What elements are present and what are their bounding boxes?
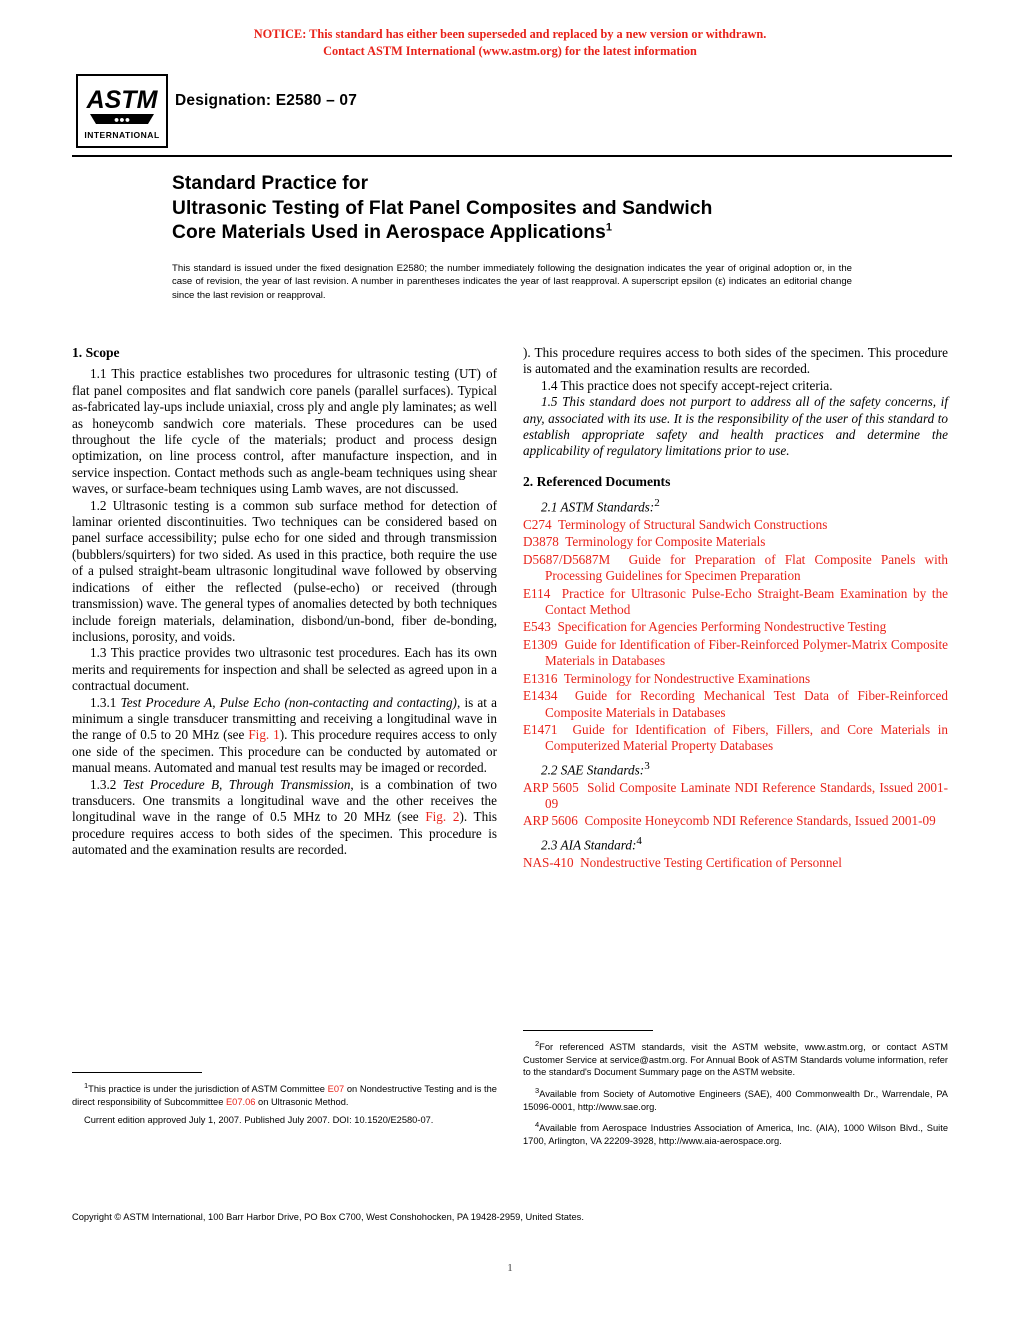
paragraph-1-3-2-number: 1.3.2 <box>90 776 117 792</box>
reference-item[interactable]: E114 Practice for Ultrasonic Pulse-Echo Straight-Beam Examination by the Contact Method <box>523 585 949 618</box>
notice-line-2: Contact ASTM International (www.astm.org) for the latest information <box>323 44 697 58</box>
subcommittee-e0706-link[interactable]: E07.06 <box>225 1096 256 1107</box>
reference-item[interactable]: E1434 Guide for Recording Mechanical Test Data of Fiber-Reinforced Composite Materials in Databases <box>523 688 948 720</box>
subsection-aia-standard: 2.3 AIA Standard:$^4$ <box>541 834 642 853</box>
title-line-1: Standard Practice for <box>172 173 369 194</box>
footnote-1: $^1$This practice is under the jurisdiction of ASTM Committee E07 on Nondestructive Testing and is the direct responsibility of Subcommittee E07.06 on Ultrasonic Method. <box>72 1081 497 1107</box>
reference-item[interactable]: ARP 5605 Solid Composite Laminate NDI Reference Standards, Issued 2001-09 <box>523 779 948 811</box>
withdrawn-notice <box>70 26 950 60</box>
paragraph-1-3-1-text-b: ). This procedure requires access to only one side of the specimen. This procedure can be conducted by automated or manual means. Automated and manual test results may be imaged or recorded. <box>72 727 498 776</box>
footnote-4: $^4$Available from Aerospace Industries Association of America, Inc. (AIA), 1000 Wilson Blvd., Suite 1700, Arlington, VA 22209-3928, http://www.aia-aerospace.org. <box>523 1120 948 1146</box>
right-column <box>523 345 948 871</box>
title-line-2: Ultrasonic Testing of Flat Panel Composites and Sandwich <box>172 197 713 219</box>
reference-item[interactable]: E1471 Guide for Identification of Fibers, Fillers, and Core Materials in Computerized Material Property Databases <box>523 721 948 754</box>
paragraph-1-3-2 <box>72 777 497 859</box>
document-header <box>72 72 952 150</box>
svg-text:INTERNATIONAL: INTERNATIONAL <box>84 130 160 140</box>
footnote-3: $^3$Available from Society of Automotive Engineers (SAE), 400 Commonwealth Dr., Warrendale, PA 15096-0001, http://www.sae.org. <box>523 1085 948 1112</box>
reference-item[interactable]: E1309 Guide for Identification of Fiber-Reinforced Polymer-Matrix Composite Materials in Databases <box>523 636 949 669</box>
paragraph-1-3-2-continued: ). This procedure requires access to both sides of the specimen. This procedure is automated and the examination results are recorded. <box>523 345 948 377</box>
footnote-current-edition: Current edition approved July 1, 2007. Published July 2007. DOI: 10.1520/E2580-07. <box>84 1115 434 1126</box>
reference-item[interactable]: D3878 Terminology for Composite Materials <box>523 534 766 550</box>
subsection-astm-standards: 2.1 ASTM Standards:$^2$ <box>541 497 660 515</box>
reference-item[interactable]: E1316 Terminology for Nondestructive Examinations <box>523 670 811 686</box>
issued-note: This standard is issued under the fixed designation E2580; the number immediately following the designation indicates the year of original adoption or, in the case of revision, the year of last revision. A number in parentheses indicates the year of last reapproval. A superscript epsilon (ε) indicates an editorial change since the last revision or reapproval. <box>172 262 852 301</box>
reference-item[interactable]: E543 Specification for Agencies Performing Nondestructive Testing <box>523 619 887 635</box>
subsection-sae-standards: 2.2 SAE Standards:$^3$ <box>541 759 650 778</box>
header-divider <box>72 155 952 157</box>
section-heading-scope: 1. Scope <box>72 345 120 360</box>
reference-item[interactable]: C274 Terminology of Structural Sandwich Constructions <box>523 517 828 533</box>
footnote-divider-left <box>72 1072 202 1073</box>
title-line-3: Core Materials Used in Aerospace Applications$^1$ <box>172 221 613 243</box>
reference-item[interactable]: NAS-410 Nondestructive Testing Certification of Personnel <box>523 854 842 870</box>
svg-text:ASTM: ASTM <box>86 86 158 114</box>
title-footnote-marker: 1 <box>605 221 613 234</box>
notice-line-1: NOTICE: This standard has either been superseded and replaced by a new version or withdrawn. <box>253 27 767 41</box>
left-column <box>72 345 497 859</box>
title-block <box>172 172 952 302</box>
footnote-2: $^2$For referenced ASTM standards, visit the ASTM website, www.astm.org, or contact ASTM Customer Service at service@astm.org. For Annual Book of ASTM Standards volume information, refer to the standard's Document Summary page on the ASTM website. <box>523 1039 948 1078</box>
paragraph-1-4: 1.4 This practice does not specify accept-reject criteria. <box>541 377 833 393</box>
reference-item[interactable]: D5687/D5687M Guide for Preparation of Flat Composite Panels with Processing Guidelines for Specimen Preparation <box>523 551 948 584</box>
reference-item[interactable]: ARP 5606 Composite Honeycomb NDI Reference Standards, Issued 2001-09 <box>523 813 936 829</box>
section-heading-referenced-documents: 2. Referenced Documents <box>523 473 671 489</box>
paragraph-1-3-1-number: 1.3.1 <box>90 694 117 710</box>
paragraph-1-2: 1.2 Ultrasonic testing is a common sub surface method for detection of laminar oriented discontinuities. Two techniques can be considered based on panel surface accessibility; pulse echo for one sided and through transmission (bubblers/squirters) for two sided. As used in this practice, both require the use of a pulsed straight-beam ultrasonic longitudinal wave followed by observing indications of either the reflected (pulse-echo) or received (through transmission) wave. The general types of anomalies detected by both techniques include foreign materials, delamination, disbond/un-bond, fiber de-bonding, inclusions, porosity, and voids. <box>72 497 497 644</box>
designation-label: Designation: E2580 – 07 <box>175 92 358 109</box>
figure-2-link[interactable]: Fig. 2 <box>425 809 460 825</box>
paragraph-1-1: 1.1 This practice establishes two procedures for ultrasonic testing (UT) of flat panel composites and flat sandwich core panels (parallel surfaces). Typical as-fabricated lay-ups include uniaxial, cross ply and angle ply laminates; as well as honeycomb sandwich core materials. These procedures can be used throughout the life cycle of the materials; product and process design optimization, on line process control, after manufacture inspection, and in service inspection. Contact methods such as angle-beam techniques using shear waves, or surface-beam techniques using Lamb waves, are not discussed. <box>72 366 497 497</box>
footnote-divider-right <box>523 1030 653 1031</box>
svg-text:●●●: ●●● <box>113 114 131 125</box>
figure-1-link[interactable]: Fig. 1 <box>248 727 280 743</box>
page-number: 1 <box>507 1262 513 1274</box>
paragraph-1-3-1 <box>72 695 497 777</box>
paragraph-1-5: 1.5 This standard does not purport to address all of the safety concerns, if any, associated with its use. It is the responsibility of the user of this standard to establish appropriate safety and health practices and determine the applicability of regulatory limitations prior to use. <box>523 394 948 459</box>
paragraph-1-3-2-text-b: ). This procedure requires access to both sides of the specimen. This procedure is automated and the examination results are recorded. <box>72 809 497 858</box>
paragraph-1-3: 1.3 This practice provides two ultrasonic test procedures. Each has its own merits and requirements for inspection and shall be selected as agreed upon in a contractual document. <box>72 645 497 694</box>
paragraph-1-3-1-text-a: , is at a minimum a single transducer transmitting and receiving a longitudinal wave in the range of 0.5 to 20 MHz (see <box>72 694 497 743</box>
copyright-line: Copyright © ASTM International, 100 Barr Harbor Drive, PO Box C700, West Conshohocken, PA 19428-2959, United States. <box>72 1212 584 1222</box>
footnotes-right <box>523 1038 948 1153</box>
committee-e07-link[interactable]: E07 <box>327 1084 345 1095</box>
paragraph-1-3-2-title: Test Procedure B, Through Transmission <box>122 776 351 792</box>
footnotes-left <box>72 1080 497 1133</box>
paragraph-1-3-1-title: Test Procedure A, Pulse Echo (non-contacting and contacting) <box>120 694 457 710</box>
astm-logo <box>76 74 168 148</box>
paragraph-1-3-2-text-a: , is a combination of two transducers. One transmits a longitudinal wave and the other receives the longitudinal wave in the range of 0.5 MHz to 20 MHz (see <box>72 776 497 825</box>
